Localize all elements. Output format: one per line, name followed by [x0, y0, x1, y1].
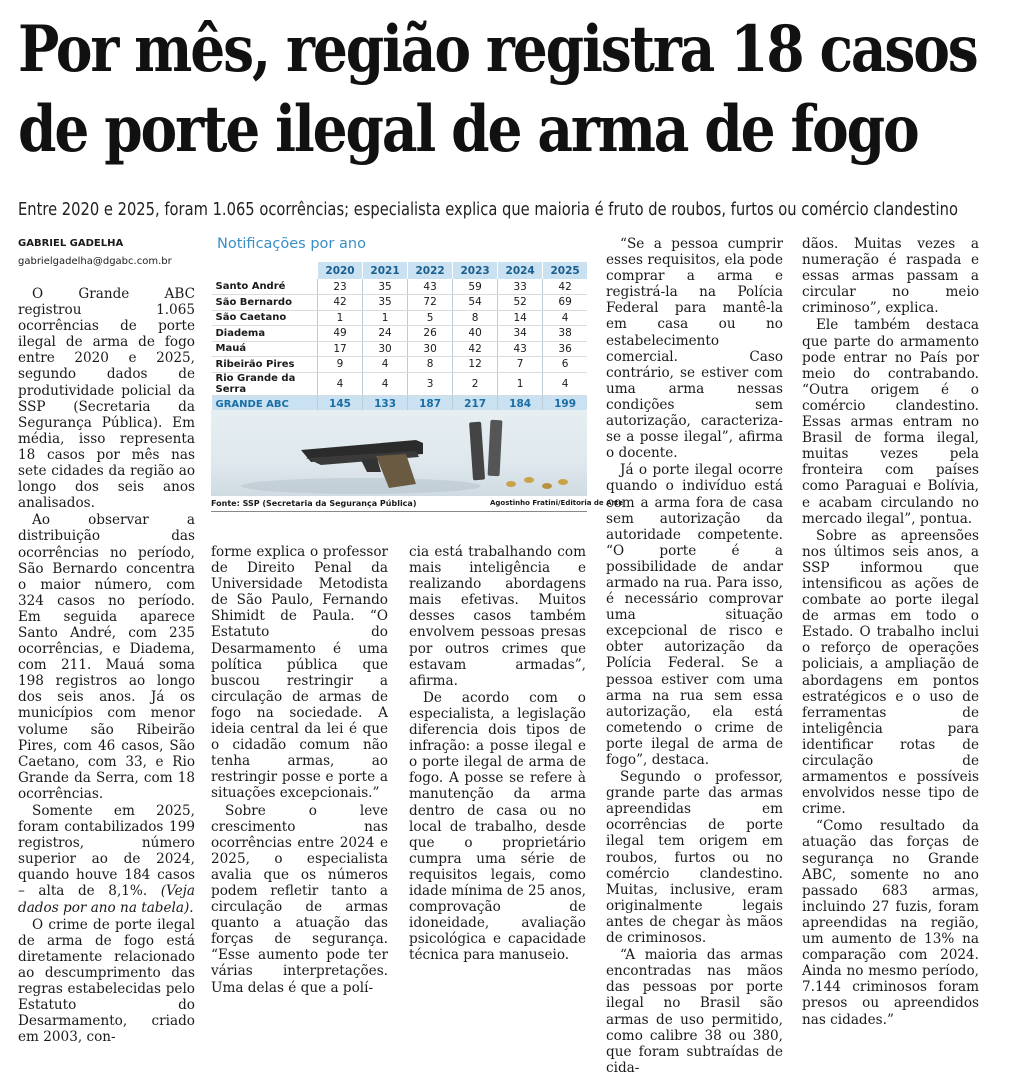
paragraph: Somente em 2025, foram contabilizados 199 registros, número superior ao de 2024, quando houve 184 casos – alta de 8,1%. (Veja dados por ano na tabela).: [18, 803, 195, 916]
year-header: 2022: [408, 262, 453, 279]
table-cell: 199: [543, 395, 587, 413]
photo-credit: Agostinho Fratini/Editoria de Arte: [490, 499, 624, 507]
notifications-table: [211, 262, 587, 414]
table-cell: 145: [318, 395, 363, 413]
table-cell: 30: [363, 341, 408, 357]
table-cell: 36: [543, 341, 587, 357]
table-cell: 43: [498, 341, 543, 357]
table-cell: 59: [453, 279, 498, 295]
table-cell: 4: [363, 357, 408, 373]
table-cell: 8: [453, 310, 498, 326]
table-cell: 34: [498, 326, 543, 342]
paragraph: O Grande ABC registrou 1.065 ocorrências de porte ilegal de arma de fogo entre 2020 e 2025, segundo dados de produtividade policial da SSP (Secretaria da Segurança Pública). Em média, isso representa 18 casos por mês nas sete cidades da região ao longo dos seis anos analisados.: [18, 286, 195, 512]
year-header: 2023: [453, 262, 498, 279]
table-cell: 4: [543, 310, 587, 326]
column-2: [211, 544, 388, 997]
table-cell: 42: [543, 279, 587, 295]
table-cell: 1: [498, 372, 543, 395]
table-cell: 3: [408, 372, 453, 395]
table-cell: 23: [318, 279, 363, 295]
year-header: 2020: [318, 262, 363, 279]
divider: [211, 511, 587, 512]
subheadline: Entre 2020 e 2025, foram 1.065 ocorrências; especialista explica que maioria é fruto de roubos, furtos ou comércio clandestino: [18, 200, 958, 220]
table-cell: 9: [318, 357, 363, 373]
city-name: Santo André: [212, 279, 318, 295]
table-cell: 217: [453, 395, 498, 413]
paragraph: cia está trabalhando com mais inteligência e realizando abordagens mais efetivas. Muitos desses casos também envolvem pessoas presas por outros crimes que estavam armadas”, afirma.: [409, 544, 586, 689]
table-cell: 4: [363, 372, 408, 395]
table-cell: 24: [363, 326, 408, 342]
column-1: [18, 286, 195, 1046]
table-cell: 5: [408, 310, 453, 326]
year-header: 2024: [498, 262, 543, 279]
column-3: [409, 544, 586, 964]
paragraph: “Como resultado da atuação das forças de segurança no Grande ABC, somente no ano passado 683 armas, incluindo 27 fuzis, foram apreendidas na região, um aumento de 13% na comparação com 2024. Ainda no mesmo período, 7.144 criminosos foram presos ou apreendidos nas cidades.”: [802, 818, 979, 1028]
table-cell: 14: [498, 310, 543, 326]
table-cell: 30: [408, 341, 453, 357]
city-name: Ribeirão Pires: [212, 357, 318, 373]
city-name: São Caetano: [212, 310, 318, 326]
paragraph: dãos. Muitas vezes a numeração é raspada e essas armas passam a circular no meio criminoso”, explica.: [802, 236, 979, 317]
table-title: Notificações por ano: [217, 236, 366, 252]
table-cell: 12: [453, 357, 498, 373]
table-cell: 184: [498, 395, 543, 413]
table-cell: 1: [363, 310, 408, 326]
table-row: [212, 372, 588, 395]
paragraph: Ele também destaca que parte do armamento pode entrar no País por meio do contrabando. “Outra origem é o comércio clandestino. Essas armas entram no Brasil de forma ilegal, muitas vezes pela fronteira com países como Paraguai e Bolívia, e acabam circulando no mercado ilegal”, pontua.: [802, 317, 979, 527]
table-cell: 42: [318, 295, 363, 311]
table-cell: 1: [318, 310, 363, 326]
city-name: São Bernardo: [212, 295, 318, 311]
table-row: [212, 341, 588, 357]
city-name: Rio Grande da Serra: [212, 372, 318, 395]
table-cell: 43: [408, 279, 453, 295]
paragraph: “Se a pessoa cumprir esses requisitos, ela pode comprar a arma e registrá-la na Polícia Federal para mantê-la em casa ou no estabelecimento comercial. Caso contrário, se estiver com uma arma nessas condições sem autorização, caracteriza-se a posse ilegal”, afirma o docente.: [606, 236, 783, 462]
table-cell: 17: [318, 341, 363, 357]
table-cell: 35: [363, 279, 408, 295]
table-cell: 8: [408, 357, 453, 373]
paragraph: Segundo o professor, grande parte das armas apreendidas em ocorrências de porte ilegal tem origem em roubos, furtos ou no comércio clandestino. Muitas, inclusive, eram originalmente legais antes de chegar às mãos de criminosos.: [606, 769, 783, 947]
city-name: GRANDE ABC: [212, 395, 318, 413]
table-cell: 42: [453, 341, 498, 357]
paragraph: Sobre o leve crescimento nas ocorrências entre 2024 e 2025, o especialista avalia que os números podem refletir tanto a circulação de armas quanto a atuação das forças de segurança. “Esse aumento pode ter várias interpretações. Uma delas é que a polí-: [211, 802, 388, 996]
table-row: [212, 279, 588, 295]
paragraph: forme explica o professor de Direito Penal da Universidade Metodista de São Paulo, Fernando Shimidt de Paula. “O Estatuto do Desarmamento é uma política pública que buscou restringir a circulação de armas de fogo na sociedade. A ideia central da lei é que o cidadão comum não tenha armas, ao restringir posse e porte a situações excepcionais.”: [211, 544, 388, 802]
table-cell: 6: [543, 357, 587, 373]
byline: GABRIEL GADELHA: [18, 238, 124, 249]
city-name: Mauá: [212, 341, 318, 357]
column-5: [802, 236, 979, 1029]
pistol-photo: [211, 410, 587, 496]
table-source: Fonte: SSP (Secretaria da Segurança Pública): [211, 499, 417, 508]
table-cell: 4: [543, 372, 587, 395]
pistol-illustration: [211, 410, 587, 496]
table-cell: 187: [408, 395, 453, 413]
table-cell: 35: [363, 295, 408, 311]
year-header: 2021: [363, 262, 408, 279]
column-4: [606, 236, 783, 1077]
table-cell: 49: [318, 326, 363, 342]
table-cell: 52: [498, 295, 543, 311]
paragraph: Ao observar a distribuição das ocorrências no período, São Bernardo concentra o maior número, com 324 casos no período. Em seguida aparece Santo André, com 235 ocorrências, e Diadema, com 211. Mauá soma 198 registros ao longo dos seis anos. Já os municípios com menor volume são Ribeirão Pires, com 46 casos, São Caetano, com 33, e Rio Grande da Serra, com 18 ocorrências.: [18, 512, 195, 802]
city-name: Diadema: [212, 326, 318, 342]
table-cell: 4: [318, 372, 363, 395]
table-row: [212, 357, 588, 373]
table-cell: 72: [408, 295, 453, 311]
table-cell: 7: [498, 357, 543, 373]
author-email[interactable]: gabrielgadelha@dgabc.com.br: [18, 256, 172, 267]
table-cell: 38: [543, 326, 587, 342]
paragraph: De acordo com o especialista, a legislação diferencia dois tipos de infração: a posse ilegal e o porte ilegal de arma de fogo. A posse se refere à manutenção da arma dentro de casa ou no local de trabalho, desde que o proprietário cumpra uma série de requisitos legais, como idade mínima de 25 anos, comprovação de idoneidade, avaliação psicológica e capacidade técnica para manuseio.: [409, 689, 586, 964]
table-cell: 69: [543, 295, 587, 311]
table-row: [212, 295, 588, 311]
table-row: [212, 310, 588, 326]
table-cell: 2: [453, 372, 498, 395]
paragraph: Sobre as apreensões nos últimos seis anos, a SSP informou que intensificou as ações de combate ao porte ilegal de armas em todo o Estado. O trabalho inclui o reforço de operações policiais, a ampliação de abordagens em pontos estratégicos e o uso de ferramentas de inteligência para identificar rotas de circulação de armamentos e possíveis envolvidos nesse tipo de crime.: [802, 527, 979, 818]
table-cell: 40: [453, 326, 498, 342]
year-header: 2025: [543, 262, 587, 279]
headline: Por mês, região registra 18 casos de porte ilegal de arma de fogo: [18, 12, 977, 167]
table-cell: 133: [363, 395, 408, 413]
paragraph: Já o porte ilegal ocorre quando o indivíduo está com a arma fora de casa sem autorização da autoridade competente. “O porte é a possibilidade de andar armado na rua. Para isso, é necessário comprovar uma situação excepcional de risco e obter autorização da Polícia Federal. Se a pessoa estiver com uma arma na rua sem essa autorização, ela está cometendo o crime de porte ilegal de arma de fogo”, destaca.: [606, 462, 783, 768]
paragraph: O crime de porte ilegal de arma de fogo está diretamente relacionado ao descumprimento das regras estabelecidas pelo Estatuto do Desarmamento, criado em 2003, con-: [18, 916, 195, 1046]
table-cell: 33: [498, 279, 543, 295]
paragraph: “A maioria das armas encontradas nas mãos das pessoas por porte ilegal no Brasil são armas de uso permitido, como calibre 38 ou 380, que foram subtraídas de cida-: [606, 947, 783, 1076]
table-row: [212, 326, 588, 342]
table-cell: 26: [408, 326, 453, 342]
table-cell: 54: [453, 295, 498, 311]
